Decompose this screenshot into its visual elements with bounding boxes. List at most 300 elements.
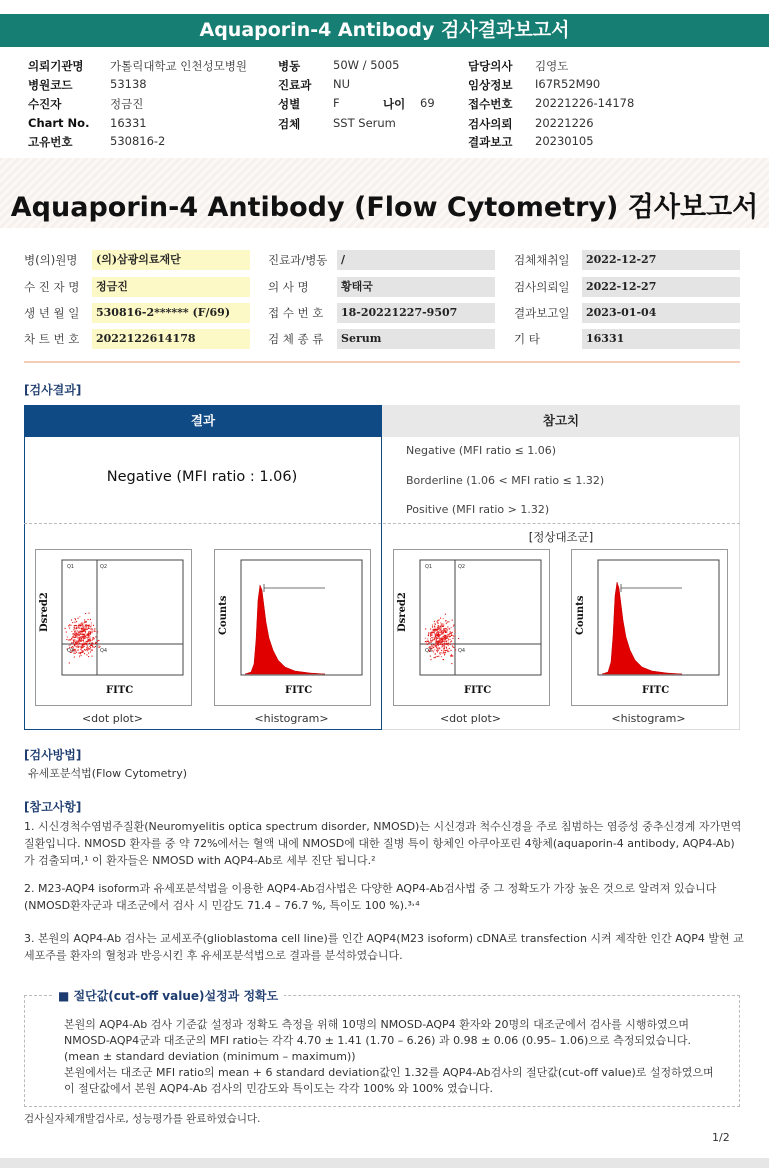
- scatter-dot: [435, 630, 436, 631]
- scatter-dot: [80, 624, 81, 625]
- scatter-dot: [440, 618, 441, 619]
- inst-value: (의)삼광의료재단: [92, 250, 250, 270]
- scatter-dot: [447, 638, 448, 639]
- scatter-dot: [94, 647, 95, 648]
- results-section-title: [검사결과]: [24, 383, 82, 397]
- scatter-dot: [82, 626, 83, 627]
- scatter-dot: [77, 638, 78, 639]
- sex-value: F: [333, 96, 340, 110]
- scatter-dot: [82, 624, 83, 625]
- scatter-dot: [450, 636, 451, 637]
- scatter-dot: [431, 641, 432, 642]
- scatter-dot: [92, 656, 93, 657]
- scatter-dot: [431, 645, 432, 646]
- reference-header: 참고치: [382, 405, 740, 437]
- scatter-dot: [78, 631, 79, 632]
- normal-control-label: [정상대조군]: [528, 530, 594, 544]
- scatter-dot: [89, 639, 90, 640]
- scatter-dot: [73, 643, 74, 644]
- scatter-dot: [445, 628, 446, 629]
- scatter-dot: [89, 635, 90, 636]
- scatter-dot: [84, 649, 85, 650]
- scatter-dot: [430, 656, 431, 657]
- scatter-dot: [448, 643, 449, 644]
- scatter-dot: [73, 640, 74, 641]
- scatter-dot: [455, 635, 456, 636]
- scatter-dot: [81, 655, 82, 656]
- scatter-dot: [80, 643, 81, 644]
- scatter-dot: [70, 644, 71, 645]
- scatter-dot: [75, 646, 76, 647]
- scatter-dot: [71, 619, 72, 620]
- scatter-dot: [425, 628, 426, 629]
- scatter-dot: [453, 636, 454, 637]
- scatter-dot: [443, 629, 444, 630]
- scatter-dot: [448, 635, 449, 636]
- scatter-dot: [438, 625, 439, 626]
- scatter-dot: [74, 644, 75, 645]
- scatter-dot: [436, 647, 437, 648]
- scatter-dot: [458, 638, 459, 639]
- scatter-dot: [84, 628, 85, 629]
- scatter-dot: [445, 652, 446, 653]
- scatter-dot: [79, 639, 80, 640]
- scatter-dot: [445, 614, 446, 615]
- scatter-dot: [74, 650, 75, 651]
- scatter-dot: [69, 628, 70, 629]
- scatter-dot: [440, 622, 441, 623]
- control-hist-caption: <histogram>: [611, 712, 686, 725]
- scatter-dot: [437, 623, 438, 624]
- request-info: [0, 50, 769, 153]
- scatter-dot: [84, 619, 85, 620]
- scatter-dot: [437, 638, 438, 639]
- scatter-dot: [93, 625, 94, 626]
- scatter-dot: [84, 622, 85, 623]
- scatter-dot: [436, 633, 437, 634]
- scatter-dot: [83, 650, 84, 651]
- scatter-dot: [443, 652, 444, 653]
- doctor-label: 담당의사: [468, 59, 513, 73]
- scatter-dot: [88, 639, 89, 640]
- scatter-dot: [78, 624, 79, 625]
- scatter-dot: [92, 639, 93, 640]
- scatter-dot: [72, 633, 73, 634]
- chart-label: Chart No.: [28, 116, 90, 130]
- scatter-dot: [448, 621, 449, 622]
- scatter-dot: [83, 627, 84, 628]
- scatter-dot: [77, 643, 78, 644]
- scatter-dot: [449, 628, 450, 629]
- scatter-dot: [98, 640, 99, 641]
- collect-value: 2022-12-27: [582, 250, 740, 270]
- scatter-dot: [451, 635, 452, 636]
- physician-label: 의 사 명: [268, 280, 309, 294]
- report-date-value: 2023-01-04: [582, 303, 740, 323]
- scatter-dot: [436, 645, 437, 646]
- scatter-dot: [436, 641, 437, 642]
- scatter-dot: [432, 624, 433, 625]
- scatter-dot: [439, 630, 440, 631]
- scatter-dot: [448, 651, 449, 652]
- scatter-dot: [435, 657, 436, 658]
- scatter-dot: [436, 650, 437, 651]
- scatter-dot: [76, 625, 77, 626]
- scatter-dot: [88, 627, 89, 628]
- scatter-dot: [432, 646, 433, 647]
- scatter-dot: [85, 613, 86, 614]
- scatter-dot: [87, 635, 88, 636]
- scatter-dot: [434, 633, 435, 634]
- scatter-dot: [76, 633, 77, 634]
- method-section-title: [검사방법]: [24, 748, 82, 762]
- scatter-dot: [444, 648, 445, 649]
- scatter-dot: [91, 650, 92, 651]
- sex-label: 성별: [278, 97, 301, 111]
- scatter-dot: [69, 624, 70, 625]
- scatter-dot: [442, 644, 443, 645]
- scatter-dot: [434, 637, 435, 638]
- scatter-dot: [446, 638, 447, 639]
- age-label: 나이: [383, 97, 406, 111]
- hospital-label: 의뢰기관명: [28, 59, 84, 73]
- scatter-dot: [88, 649, 89, 650]
- age-value: 69: [420, 96, 435, 110]
- scatter-dot: [77, 642, 78, 643]
- physician-value: 황태국: [337, 277, 495, 297]
- hist-xlabel: FITC: [285, 685, 313, 696]
- hist-caption: <histogram>: [254, 712, 329, 725]
- scatter-dot: [89, 626, 90, 627]
- q3-label: Q3: [67, 648, 75, 654]
- scatter-dot: [93, 637, 94, 638]
- scatter-dot: [86, 621, 87, 622]
- q1-label: Q1: [425, 564, 433, 570]
- q4-label: Q4: [458, 648, 466, 654]
- scatter-dot: [89, 641, 90, 642]
- control-dot-plot: [393, 549, 550, 706]
- scatter-dot: [441, 638, 442, 639]
- scatter-dot: [72, 622, 73, 623]
- scatter-dot: [73, 642, 74, 643]
- code-label: 병원코드: [28, 78, 73, 92]
- scatter-dot: [93, 643, 94, 644]
- scatter-dot: [91, 628, 92, 629]
- scatter-dot: [83, 644, 84, 645]
- scatter-dot: [78, 627, 79, 628]
- scatter-dot: [75, 635, 76, 636]
- scatter-dot: [434, 621, 435, 622]
- collect-label: 검체채취일: [514, 253, 570, 267]
- scatter-dot: [440, 639, 441, 640]
- scatter-dot: [75, 618, 76, 619]
- scatter-dot: [84, 653, 85, 654]
- doctor-value: 김영도: [535, 59, 569, 73]
- name-label: 수 진 자 명: [24, 280, 80, 294]
- scatter-dot: [86, 649, 87, 650]
- scatter-dot: [452, 646, 453, 647]
- scatter-dot: [91, 625, 92, 626]
- scatter-dot: [80, 649, 81, 650]
- scatter-dot: [74, 639, 75, 640]
- scatter-dot: [92, 637, 93, 638]
- chart-value: 16331: [110, 116, 147, 130]
- request-label: 검사의뢰: [468, 117, 513, 131]
- scatter-dot: [76, 621, 77, 622]
- scatter-dot: [437, 620, 438, 621]
- scatter-dot: [91, 622, 92, 623]
- dob-label: 생 년 월 일: [24, 306, 80, 320]
- scatter-dot: [447, 629, 448, 630]
- scatter-dot: [81, 629, 82, 630]
- ward-label: 병동: [278, 59, 301, 73]
- scatter-dot: [441, 630, 442, 631]
- receipt-value: 20221226-14178: [535, 96, 635, 110]
- scatter-dot: [90, 647, 91, 648]
- scatter-dot: [89, 633, 90, 634]
- scatter-dot: [444, 647, 445, 648]
- scatter-dot: [434, 657, 435, 658]
- scatter-dot: [95, 646, 96, 647]
- scatter-dot: [439, 644, 440, 645]
- scatter-dot: [433, 639, 434, 640]
- ward-dept-value: /: [337, 250, 495, 270]
- scatter-dot: [76, 640, 77, 641]
- scatter-dot: [445, 650, 446, 651]
- scatter-dot: [92, 646, 93, 647]
- dot-cluster: [425, 614, 459, 664]
- scatter-dot: [438, 648, 439, 649]
- report-banner: Aquaporin-4 Antibody 검사결과보고서: [0, 14, 769, 47]
- scatter-dot: [82, 651, 83, 652]
- scatter-dot: [83, 643, 84, 644]
- scatter-dot: [445, 620, 446, 621]
- scatter-dot: [85, 631, 86, 632]
- scatter-dot: [90, 631, 91, 632]
- scatter-dot: [431, 659, 432, 660]
- scatter-dot: [97, 631, 98, 632]
- patient-histogram: [214, 549, 371, 706]
- scatter-dot: [442, 626, 443, 627]
- scatter-dot: [453, 643, 454, 644]
- footer-note: 검사실자체개발검사로, 성능평가를 완료하였습니다.: [24, 1113, 261, 1125]
- scatter-dot: [75, 619, 76, 620]
- scatter-dot: [425, 638, 426, 639]
- scatter-dot: [444, 654, 445, 655]
- q4-label: Q4: [100, 648, 108, 654]
- scatter-dot: [441, 642, 442, 643]
- scatter-dot: [445, 630, 446, 631]
- scatter-dot: [77, 635, 78, 636]
- scatter-dot: [81, 646, 82, 647]
- scatter-dot: [430, 642, 431, 643]
- scatter-dot: [80, 653, 81, 654]
- scatter-dot: [430, 636, 431, 637]
- scatter-dot: [75, 642, 76, 643]
- scatter-dot: [432, 629, 433, 630]
- scatter-dot: [81, 634, 82, 635]
- scatter-dot: [437, 627, 438, 628]
- hospital-value: 가톨릭대학교 인천성모병원: [110, 59, 247, 73]
- scatter-dot: [433, 651, 434, 652]
- scatter-dot: [444, 635, 445, 636]
- page-number: 1/2: [712, 1131, 730, 1144]
- scatter-dot: [86, 628, 87, 629]
- scatter-dot: [438, 627, 439, 628]
- scatter-dot: [74, 627, 75, 628]
- scatter-dot: [80, 632, 81, 633]
- scatter-dot: [69, 662, 70, 663]
- note-paragraph-3: 3. 본원의 AQP4-Ab 검사는 교세포주(glioblastoma cell line)를 인간 AQP4(M23 isoform) cDNA로 transfection 시켜 제작한 인간 AQP4 발현 교세포주를 환자의 혈청과 반응시킨 후 유세포분석법으로 결과를 분석하였습니다.: [24, 932, 744, 962]
- scatter-dot: [79, 646, 80, 647]
- scatter-dot: [437, 644, 438, 645]
- unique-value: 530816-2: [110, 134, 166, 148]
- scatter-dot: [431, 632, 432, 633]
- receipt-label: 접수번호: [468, 97, 513, 111]
- scatter-dot: [453, 647, 454, 648]
- scatter-dot: [79, 628, 80, 629]
- ref-positive: Positive (MFI ratio > 1.32): [406, 503, 550, 516]
- scatter-dot: [86, 637, 87, 638]
- scatter-dot: [445, 632, 446, 633]
- scatter-dot: [441, 650, 442, 651]
- note-paragraph-1: 1. 시신경척수염범주질환(Neuromyelitis optica spectrum disorder, NMOSD)는 시신경과 척수신경을 주로 침범하는 염증성 중추신경계 자가면역 질환입니다. NMOSD 환자를 중 약 72%에서는 혈액 내에 NMOSD에 대한 질병 특이 항체인 아쿠아포린 4항체(aquaporin-4 antibody, AQP4-Ab)가 검출되며,¹ 이 환자들은 NMOSD with AQP4-Ab로 세부 진단 됩니다.²: [24, 820, 742, 867]
- scatter-dot: [90, 626, 91, 627]
- scatter-dot: [448, 639, 449, 640]
- scatter-dot: [70, 625, 71, 626]
- scatter-dot: [430, 638, 431, 639]
- scatter-dot: [444, 646, 445, 647]
- scatter-dot: [97, 643, 98, 644]
- scatter-dot: [79, 655, 80, 656]
- scatter-dot: [87, 643, 88, 644]
- dept-value: NU: [333, 77, 351, 91]
- scatter-dot: [425, 641, 426, 642]
- scatter-dot: [451, 656, 452, 657]
- scatter-dot: [78, 646, 79, 647]
- scatter-dot: [74, 637, 75, 638]
- scatter-dot: [89, 613, 90, 614]
- scatter-dot: [443, 624, 444, 625]
- scatter-dot: [73, 635, 74, 636]
- scatter-dot: [439, 641, 440, 642]
- scatter-dot: [434, 645, 435, 646]
- dot-xlabel: FITC: [464, 685, 492, 696]
- scatter-dot: [94, 631, 95, 632]
- clinical-value: I67R52M90: [535, 77, 601, 91]
- divider-line: [24, 361, 740, 363]
- scatter-dot: [83, 640, 84, 641]
- scatter-dot: [428, 634, 429, 635]
- scatter-dot: [453, 625, 454, 626]
- request-value: 20221226: [535, 116, 594, 130]
- scatter-dot: [440, 641, 441, 642]
- scatter-dot: [431, 637, 432, 638]
- scatter-dot: [89, 637, 90, 638]
- note-paragraph-2: 2. M23-AQP4 isoform과 유세포분석법을 이용한 AQP4-Ab검사법은 다양한 AQP4-Ab검사법 중 그 정확도가 가장 높은 것으로 알려져 있습니다(NMOSD환자군과 대조군에서 검사 시 민감도 71.4 – 76.7 %, 특이도 100 %).³˒⁴: [24, 882, 717, 912]
- scatter-dot: [88, 628, 89, 629]
- scatter-dot: [426, 641, 427, 642]
- cutoff-text: [64, 1017, 724, 1097]
- scatter-dot: [88, 653, 89, 654]
- bottom-bar: [0, 1158, 769, 1168]
- q3-label: Q3: [425, 648, 433, 654]
- scatter-dot: [441, 623, 442, 624]
- scatter-dot: [446, 635, 447, 636]
- scatter-dot: [82, 628, 83, 629]
- scatter-dot: [81, 622, 82, 623]
- scatter-dot: [80, 634, 81, 635]
- scatter-dot: [90, 629, 91, 630]
- scatter-dot: [75, 628, 76, 629]
- scatter-dot: [82, 631, 83, 632]
- scatter-dot: [454, 629, 455, 630]
- scatter-dot: [444, 641, 445, 642]
- scatter-dot: [435, 634, 436, 635]
- scatter-dot: [71, 642, 72, 643]
- scatter-dot: [437, 621, 438, 622]
- ward-dept-label: 진료과/병동: [268, 253, 328, 267]
- scatter-dot: [87, 641, 88, 642]
- scatter-dot: [91, 645, 92, 646]
- scatter-dot: [440, 654, 441, 655]
- report-label: 결과보고: [468, 135, 513, 149]
- scatter-dot: [98, 645, 99, 646]
- result-value: Negative (MFI ratio : 1.06): [106, 469, 298, 485]
- scatter-dot: [69, 639, 70, 640]
- cutoff-paragraph-2: 본원에서는 대조군 MFI ratio의 mean + 6 standard deviation값인 1.32를 AQP4-Ab검사의 절단값(cut-off value)로 설정하였으며 이 절단값에서 본원 AQP4-Ab 검사의 민감도와 특이도는 각각 100% 와 100% 였습니다.: [64, 1066, 714, 1095]
- scatter-dot: [82, 640, 83, 641]
- scatter-dot: [86, 635, 87, 636]
- scatter-dot: [449, 633, 450, 634]
- scatter-dot: [95, 636, 96, 637]
- scatter-dot: [443, 632, 444, 633]
- dot-caption: <dot plot>: [81, 712, 144, 725]
- scatter-dot: [446, 623, 447, 624]
- scatter-dot: [446, 643, 447, 644]
- scatter-dot: [74, 622, 75, 623]
- ref-borderline: Borderline (1.06 < MFI ratio ≤ 1.32): [406, 474, 605, 487]
- scatter-dot: [444, 629, 445, 630]
- scatter-dot: [66, 632, 67, 633]
- notes-section-title: [참고사항]: [24, 800, 82, 814]
- scatter-dot: [441, 626, 442, 627]
- scatter-dot: [450, 655, 451, 656]
- specimen-type-label: 검 체 종 류: [268, 332, 324, 346]
- scatter-dot: [78, 652, 79, 653]
- scatter-dot: [84, 644, 85, 645]
- result-header: 결과: [24, 405, 382, 437]
- scatter-dot: [86, 654, 87, 655]
- hist-ylabel: Counts: [575, 595, 586, 635]
- control-dot-caption: <dot plot>: [439, 712, 502, 725]
- scatter-dot: [88, 637, 89, 638]
- scatter-dot: [452, 638, 453, 639]
- request-date-label: 검사의뢰일: [514, 280, 570, 294]
- dot-ylabel: Dsred2: [397, 592, 408, 632]
- patient-label: 수진자: [28, 97, 62, 111]
- q2-label: Q2: [100, 564, 108, 570]
- scatter-dot: [91, 643, 92, 644]
- scatter-dot: [84, 636, 85, 637]
- scatter-dot: [438, 619, 439, 620]
- scatter-dot: [86, 641, 87, 642]
- unique-label: 고유번호: [28, 135, 73, 149]
- scatter-dot: [73, 629, 74, 630]
- scatter-dot: [84, 635, 85, 636]
- scatter-dot: [438, 656, 439, 657]
- scatter-dot: [69, 645, 70, 646]
